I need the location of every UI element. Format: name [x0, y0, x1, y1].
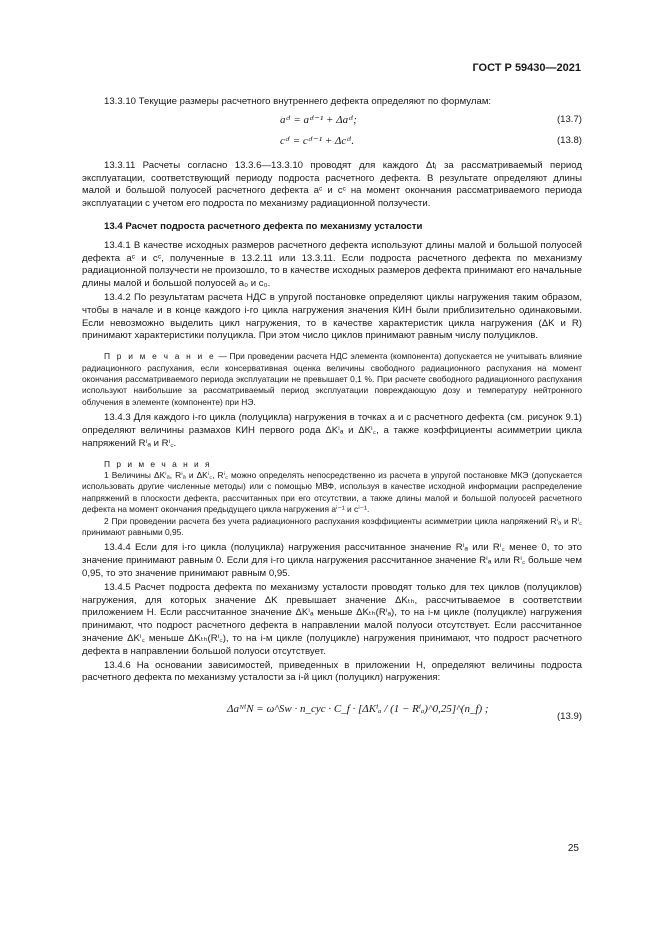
section-title-13-4: 13.4 Расчет подроста расчетного дефекта по механизму усталости	[104, 220, 423, 232]
notes-block	[82, 459, 582, 539]
equation-number: (13.8)	[556, 134, 582, 146]
equation-13-7	[82, 110, 582, 131]
note-label: П р и м е ч а н и е	[104, 351, 216, 362]
clause-13-3-11: 13.3.11 Расчеты согласно 13.3.6—13.3.10 проводят для каждого Δtⱼ за рассматриваемый период эксплуатации, соответствующий периоду подроста расчетного дефекта. В результате определяют длины малой и большой полуосей расчетного дефекта aᶜ и cᶜ на момент окончания рассматриваемого периода эксплуатации с учетом его подроста по механизму радиационной ползучести.	[82, 159, 582, 210]
note-text: — При проведении расчета НДС элемента (компонента) допускается не учитывать влияние радиационного распухания, если консервативная оценка величины свободного радиационного распухания на момент окончания рассматриваемого периода эксплуатации не превышает 0,1 %. При расчете свободного радиационного распухания используют наибольшие за рассматриваемый период эксплуатации повреждающую дозу и температуру нейтронного облучения в элементе (компоненте) при НЭ.	[82, 351, 582, 407]
clause-13-4-3: 13.4.3 Для каждого i-го цикла (полуцикла) нагружения в точках a и c расчетного дефекта (см. рисунок 9.1) определяют величины размахов КИН первого рода ΔKⁱₐ и ΔKⁱ꜀, а также коэффициенты асимметрии цикла напряжений Rⁱₐ и Rⁱ꜀.	[82, 412, 582, 449]
document-body	[82, 96, 582, 745]
equation-number: (13.9)	[556, 711, 582, 723]
equation-13-8	[82, 131, 582, 152]
clause-13-3-10: 13.3.10 Текущие размеры расчетного внутреннего дефекта определяют по формулам:	[104, 96, 492, 107]
notes-label: П р и м е ч а н и я	[104, 458, 212, 469]
equation-number: (13.7)	[556, 113, 582, 125]
equation-formula: cᶜⁱ = cᶜⁱ⁻¹ + Δcᶜⁱ.	[280, 134, 355, 147]
equation-formula: aᶜⁱ = aᶜⁱ⁻¹ + Δaᶜⁱ;	[280, 113, 357, 126]
clause-13-4-5: 13.4.5 Расчет подроста дефекта по механизму усталости проводят только для тех циклов (полуциклов) нагружения, для которых значение ΔK превышает значение ΔKₜₕ, рассчитываемое в соответствии приложением Н. Если рассчитанное значение ΔKⁱₐ меньше ΔKₜₕ(Rⁱₐ), то на i-м цикле (полуцикле) нагружения принимают, что подрост расчетного дефекта в направлении малой полуоси отсутствует. Если рассчитанное значение ΔKⁱ꜀ меньше ΔKₜₕ(Rⁱ꜀), то на i-м цикле (полуцикле) нагружения принимают, что подрост расчетного дефекта в направлении большой полуоси отсутствует.	[82, 581, 582, 657]
clause-13-4-2: 13.4.2 По результатам расчета НДС в упругой постановке определяют циклы нагружения таким образом, чтобы в начале и в конце каждого i-го цикла нагружения значения КИН были приблизительно одинаковыми. Если невозможно выделить цикл нагружения, то в качестве характеристик цикла нагружения (ΔK и R) принимают характеристики полуцикла. При этом число циклов принимают равным числу полуциклов.	[82, 291, 582, 342]
note-2: 2 При проведении расчета без учета радиационного распухания коэффициенты асимметрии цикла напряжений Rⁱₐ и Rⁱ꜀ принимают равными 0,95.	[82, 515, 582, 538]
clause-13-4-1: 13.4.1 В качестве исходных размеров расчетного дефекта используют длины малой и большой полуосей дефекта aᶜ и cᶜ, полученные в 13.2.11 или 13.3.11. Если подроста расчетного дефекта по механизму радиационной ползучести не произошло, то в качестве исходных размеров дефекта принимают его начальные длины малой и большой полуосей a₀ и c₀.	[82, 239, 582, 290]
document-code: ГОСТ Р 59430—2021	[472, 62, 581, 74]
note-1: 1 Величины ΔKⁱₐ, Rⁱₐ и ΔKⁱ꜀, Rⁱ꜀ можно определять непосредственно из расчета в упругой постановке МКЭ (допускается использовать другие численные методы) или с помощью МВФ, используя в качестве исходной информации распределение напряжений в плоскости дефекта, рассчитанных при его отсутствии, а также длины малой и большой полуосей расчетного дефекта на момент окончания предыдущего цикла нагружения aⁱ⁻¹ и cⁱ⁻¹.	[82, 469, 582, 515]
equation-formula: ΔaᴺⁱN = ω^Sw · n_cyc · C_f · [ΔKⁱₐ / (1 − Rⁱₐ)^0,25]^(n_f) ;	[227, 703, 489, 716]
page-number: 25	[567, 843, 579, 854]
clause-13-4-4: 13.4.4 Если для i-го цикла (полуцикла) нагружения рассчитанное значение Rⁱₐ или Rⁱ꜀ менее 0, то это значение принимают равным 0. Если для i-го цикла нагружения рассчитанное значение Rⁱₐ или Rⁱ꜀ больше чем 0,95, то это значение принимают равным 0,95.	[82, 542, 582, 580]
clause-13-4-6: 13.4.6 На основании зависимостей, приведенных в приложении Н, определяют величины подроста расчетного дефекта по механизму усталости за i-й цикл (полуцикл) нагружения:	[82, 659, 582, 684]
note-block	[82, 351, 582, 408]
equation-13-9	[82, 689, 582, 745]
